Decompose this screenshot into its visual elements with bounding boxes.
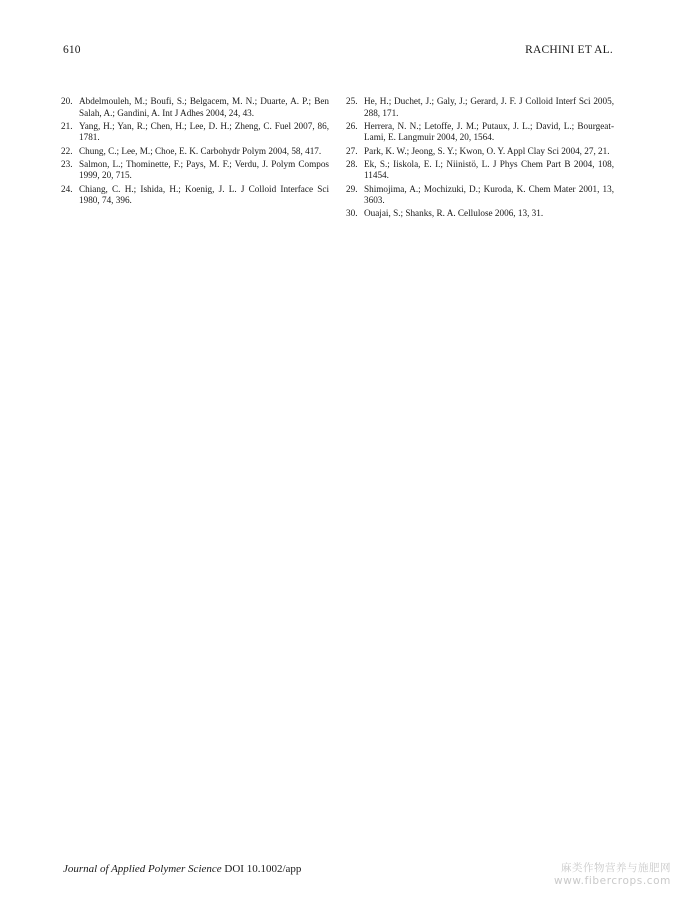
reference-item (346, 208, 614, 220)
reference-text: Abdelmouleh, M.; Boufi, S.; Belgacem, M. N.; Duarte, A. P.; Ben Salah, A.; Gandini, A. Int J Adhes 2004, 24, 43. (79, 96, 329, 118)
reference-text: Shimojima, A.; Mochizuki, D.; Kuroda, K. Chem Mater 2001, 13, 3603. (364, 183, 614, 206)
reference-number: 24. (61, 183, 73, 194)
watermark (539, 862, 671, 888)
reference-item (346, 159, 614, 182)
watermark-url: www.fibercrops.com (554, 875, 671, 887)
reference-number: 25. (346, 96, 358, 106)
reference-text: Chiang, C. H.; Ishida, H.; Koenig, J. L. J Colloid Interface Sci 1980, 74, 396. (79, 183, 329, 206)
reference-number: 21. (61, 120, 73, 131)
watermark-chinese: 麻类作物营养与施肥网 (561, 862, 671, 874)
reference-number: 26. (346, 120, 358, 131)
reference-item (61, 184, 329, 207)
reference-list-right (346, 96, 614, 222)
reference-text: Ek, S.; Iiskola, E. I.; Niinistö, L. J Phys Chem Part B 2004, 108, 11454. (364, 158, 614, 181)
reference-number: 29. (346, 183, 358, 194)
reference-item (346, 96, 614, 119)
reference-item (61, 159, 329, 182)
reference-number: 22. (61, 145, 73, 156)
page-footer (63, 863, 301, 875)
reference-item (346, 146, 614, 158)
reference-number: 28. (346, 158, 358, 169)
reference-list-left (61, 96, 329, 208)
reference-number: 27. (346, 145, 358, 156)
doi: DOI 10.1002/app (224, 863, 302, 875)
reference-text: He, H.; Duchet, J.; Galy, J.; Gerard, J. F. J Colloid Interf Sci 2005, 288, 171. (364, 96, 614, 118)
reference-item (61, 121, 329, 144)
reference-item (61, 146, 329, 158)
journal-name: Journal of Applied Polymer Science (63, 863, 222, 875)
reference-item (61, 96, 329, 119)
reference-text: Herrera, N. N.; Letoffe, J. M.; Putaux, J. L.; David, L.; Bourgeat-Lami, E. Langmuir 2004, 20, 1564. (364, 120, 614, 143)
reference-text: Ouajai, S.; Shanks, R. A. Cellulose 2006, 13, 31. (364, 208, 544, 219)
reference-item (346, 184, 614, 207)
reference-text: Yang, H.; Yan, R.; Chen, H.; Lee, D. H.; Zheng, C. Fuel 2007, 86, 1781. (79, 120, 329, 143)
reference-number: 23. (61, 158, 73, 169)
running-head: RACHINI ET AL. (525, 44, 613, 56)
reference-number: 20. (61, 96, 73, 106)
reference-text: Salmon, L.; Thominette, F.; Pays, M. F.; Verdu, J. Polym Compos 1999, 20, 715. (79, 158, 329, 181)
reference-item (346, 121, 614, 144)
reference-number: 30. (346, 208, 358, 219)
page-number: 610 (63, 44, 81, 56)
reference-text: Park, K. W.; Jeong, S. Y.; Kwon, O. Y. Appl Clay Sci 2004, 27, 21. (364, 145, 610, 156)
reference-text: Chung, C.; Lee, M.; Choe, E. K. Carbohydr Polym 2004, 58, 417. (79, 145, 322, 156)
